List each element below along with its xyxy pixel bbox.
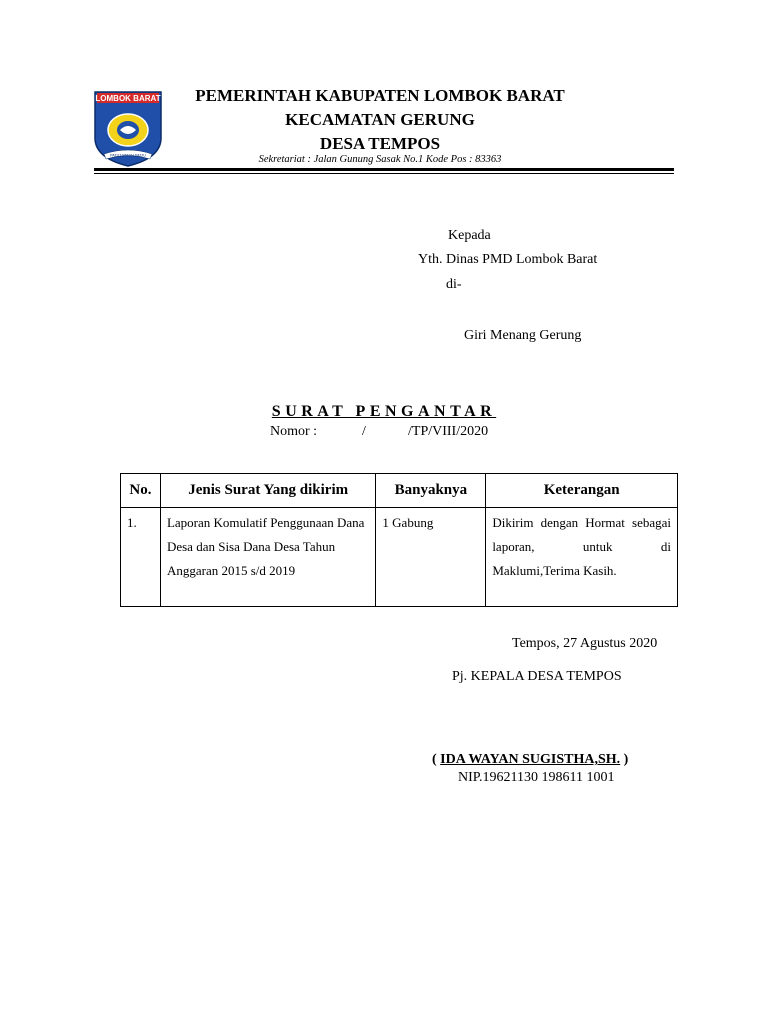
recipient-name: Yth. Dinas PMD Lombok Barat [418, 252, 598, 267]
signatory-close-paren: ) [620, 752, 629, 767]
cell-jenis-surat: Laporan Komulatif Penggunaan Dana Desa dan Sisa Dana Desa Tahun Anggaran 2015 s/d 2019 [160, 508, 375, 607]
document-table [120, 473, 678, 607]
recipient-place: Giri Menang Gerung [464, 328, 582, 343]
logo-banner-text: LOMBOK BARAT [95, 94, 161, 103]
table-header-row [121, 474, 678, 508]
letterhead-district: KECAMATAN GERUNG [285, 110, 475, 129]
signatory-open-paren: ( [432, 752, 441, 767]
signatory-position: Pj. KEPALA DESA TEMPOS [452, 669, 622, 684]
letter-number-label: Nomor : [270, 424, 318, 439]
table-row [121, 508, 678, 607]
header-no: No. [121, 474, 161, 508]
letterhead-thick-divider [94, 168, 674, 171]
letterhead-government: PEMERINTAH KABUPATEN LOMBOK BARAT [195, 86, 565, 105]
letterhead-thin-divider [94, 173, 674, 174]
cell-banyaknya: 1 Gabung [376, 508, 486, 607]
recipient-at: di- [446, 277, 462, 292]
cell-keterangan: Dikirim dengan Hormat sebagai laporan, untuk di Maklumi,Terima Kasih. [486, 508, 678, 607]
place-date: Tempos, 27 Agustus 2020 [512, 636, 658, 651]
recipient-to: Kepada [448, 228, 491, 243]
signatory-name: IDA WAYAN SUGISTHA,SH. [440, 752, 621, 767]
signatory-nip: NIP.19621130 198611 1001 [458, 770, 615, 785]
cell-no: 1. [121, 508, 161, 607]
letter-number-code: /TP/VIII/2020 [408, 424, 489, 439]
header-keterangan: Keterangan [486, 474, 678, 508]
letterhead-address: Sekretariat : Jalan Gunung Sasak No.1 Kode Pos : 83363 [258, 154, 502, 165]
signatory-name-line [432, 752, 628, 768]
header-jenis-surat: Jenis Surat Yang dikirim [160, 474, 375, 508]
letter-number-separator: / [362, 424, 366, 439]
header-banyaknya: Banyaknya [376, 474, 486, 508]
letter-title: SURAT PENGANTAR [271, 403, 497, 420]
logo-motto-text: PATUT PATUH PATJU [110, 153, 146, 158]
letterhead-village: DESA TEMPOS [319, 134, 441, 153]
